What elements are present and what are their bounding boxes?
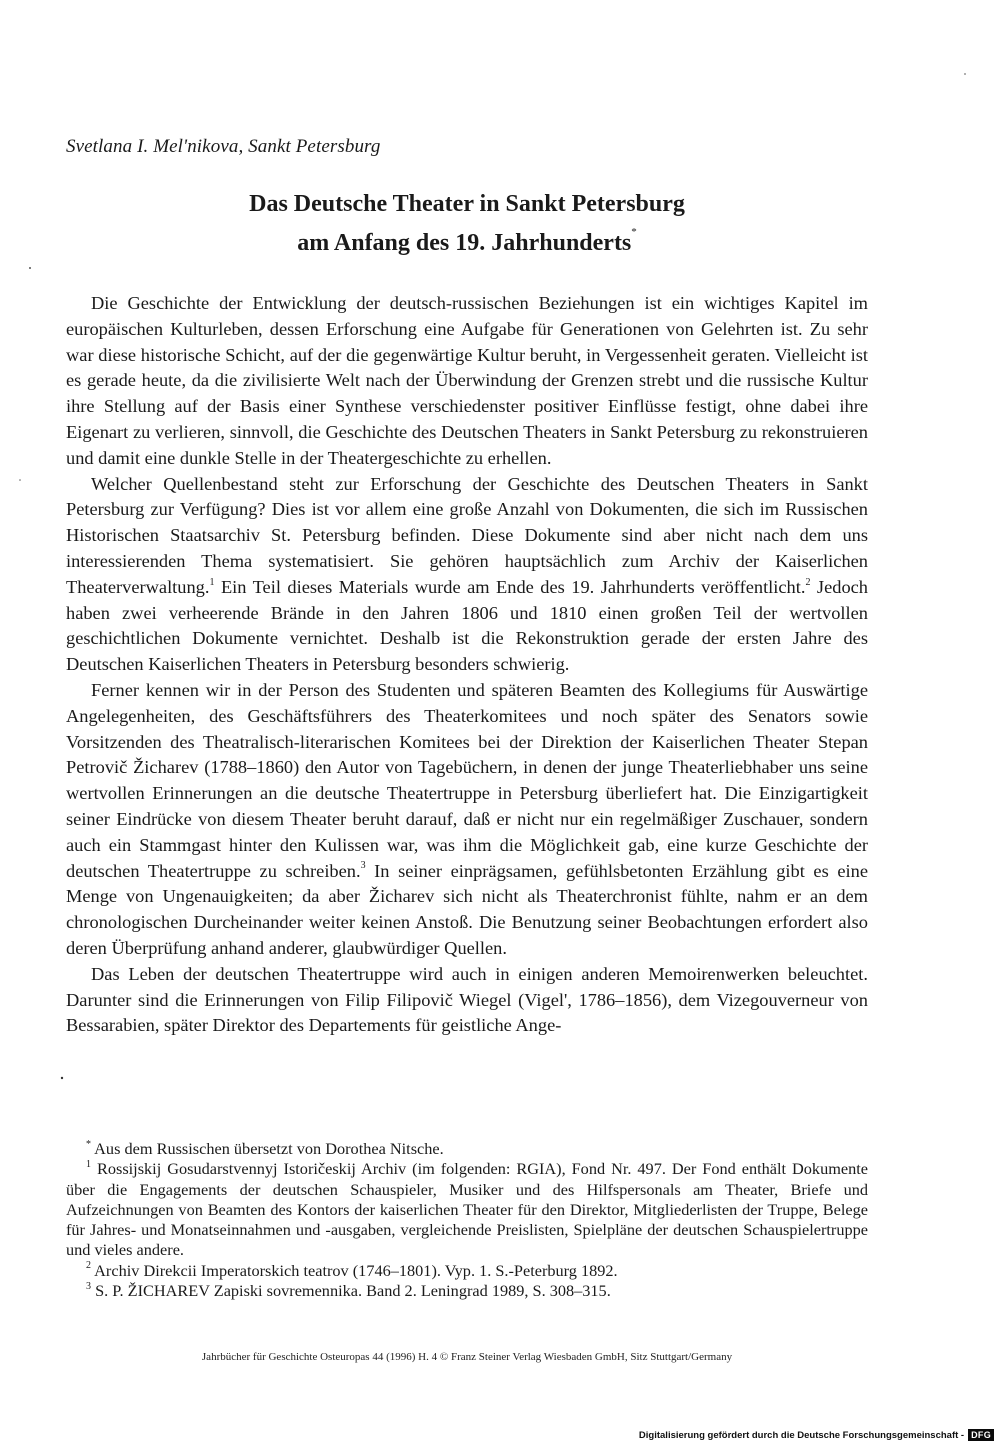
paragraph-3 (66, 678, 868, 962)
paragraph-3-part-a: Ferner kennen wir in der Person des Studenten und späteren Beamten des Kollegiums für Auswärtige Angelegenheiten, des Geschäftsführers des Theaterkomitees und noch später des Senators sowie Vorsitzenden des Theatralisch-literarischen Komitees bei der Direktion der Kaiserlichen Theater Stepan Petrovič Žicharev (1788–1860) den Autor von Tagebüchern, in denen der junge Theaterliebhaber uns seine wertvollen Erinnerungen an die deutsche Theatertruppe in Petersburg überliefert hat. Die Einzigartigkeit seiner Eindrücke von diesem Theater beruht darauf, daß er nicht nur ein regelmäßiger Zuschauer, sondern auch ein Stammgast hinter den Kulissen war, was ihm die Möglichkeit gab, eine kurze Geschichte der deutschen Theatertruppe zu schreiben. (66, 679, 868, 881)
footnote-ref-1: 1 (209, 576, 215, 588)
scan-speck (19, 479, 21, 481)
footnote-2-text: Archiv Direkcii Imperatorskich teatrov (1746–1801). Vyp. 1. S.-Peterburg 1892. (94, 1260, 618, 1280)
article-body (66, 291, 868, 1039)
footnote-3-marker: 3 (86, 1280, 91, 1292)
digitization-credit (639, 1428, 994, 1442)
footnote-1-marker: 1 (86, 1158, 91, 1170)
paragraph-4: Das Leben der deutschen Theatertruppe wird auch in einigen anderen Memoirenwerken beleuchtet. Darunter sind die Erinnerungen von Filip Filipovič Wiegel (Vigel', 1786–1856), dem Vizegouverneur von Bessarabien, später Direktor des Departements für geistliche Ange- (66, 963, 868, 1036)
title-footnote-marker: * (631, 226, 637, 238)
footnote-1-text: Rossijskij Gosudarstvennyj Istoričeskij Archiv (im folgenden: RGIA), Fond Nr. 497. Der Fond enthält Dokumente über die Engagements der deutschen Schauspieler, Musiker und des Hilfspersonals am Theater, Briefe und Aufzeichnungen von Beamten des Kontors der kaiserlichen Theater für den Direktor, Mitgliederlisten der Truppe, Belege für Jahres- und Monatseinnahmen und -ausgaben, vergleichende Preislisten, Spielpläne der deutschen Schauspielertruppe und vieles andere. (66, 1159, 868, 1260)
footnote-2-marker: 2 (86, 1260, 91, 1272)
journal-imprint: Jahrbücher für Geschichte Osteuropas 44 (1996) H. 4 © Franz Steiner Verlag Wiesbaden GmbH, Sitz Stuttgart/Germany (201, 1351, 733, 1363)
paragraph-2-part-a: Welcher Quellenbestand steht zur Erforschung der Geschichte des Deutschen Theaters in Sankt Petersburg zur Verfügung? Dies ist vor allem eine große Anzahl von Dokumenten, die sich im Russischen Historischen Staatsarchiv St. Petersburg befinden. Diese Dokumente sind aber nicht nach dem uns interessierenden Thema systematisiert. Sie gehören hauptsächlich zum Archiv der Kaiserlichen Theaterverwaltung. (66, 473, 868, 597)
title-line-1-text: Das Deutsche Theater in Sankt Petersburg (249, 191, 685, 217)
paragraph-3-part-b: In seiner einprägsamen, gefühlsbetonten Erzählung gibt es eine Menge von Ungenauigkeiten; da aber Žicharev sich nicht als Theaterchronist fühlte, nahm er an dem chronologischen Durcheinander weiter keinen Anstoß. Die Benutzung seiner Beobachtungen erfordert also deren Überprüfung anhand anderer, glaubwürdiger Quellen. (66, 860, 868, 958)
footnotes (66, 1139, 868, 1301)
paragraph-2 (66, 472, 868, 678)
footnote-ref-3: 3 (360, 860, 366, 872)
scan-speck (964, 73, 966, 75)
footnote-1 (66, 1159, 868, 1260)
footnote-star-text: Aus dem Russischen übersetzt von Dorothea Nitsche. (94, 1139, 444, 1158)
credit-text: Digitalisierung gefördert durch die Deutsche Forschungsgemeinschaft - (638, 1429, 965, 1441)
footnote-star-marker: * (86, 1138, 91, 1150)
paragraph-1: Die Geschichte der Entwicklung der deutsch-russischen Beziehungen ist ein wichtiges Kapitel im europäischen Kulturleben, dessen Erforschung eine Aufgabe für Generationen von Gelehrten ist. Zu sehr war diese historische Schicht, auf der die gegenwärtige Kultur beruht, in Vergessenheit geraten. Vielleicht ist es gerade heute, da die zivilisierte Welt nach der Überwindung der Grenzen strebt und die russische Kultur ihre Stellung auf der Basis einer Synthese verschiedenster positiver Einflüsse festigt, ohne dabei ihre Eigenart zu verlieren, sinnvoll, die Geschichte des Deutschen Theaters in Sankt Petersburg zu rekonstruieren und damit eine dunkle Stelle in der Theatergeschichte zu erhellen. (66, 293, 868, 468)
article-title-line-2 (0, 226, 934, 257)
footnote-3-text: S. P. ŽICHAREV Zapiski sovremennika. Band 2. Leningrad 1989, S. 308–315. (95, 1281, 611, 1301)
footnote-3 (66, 1281, 868, 1301)
article-title-line-1 (0, 191, 934, 218)
footnote-star (66, 1139, 868, 1159)
paragraph-2-part-b: Ein Teil dieses Materials wurde am Ende des 19. Jahrhunderts veröffentlicht. (214, 576, 806, 597)
footnote-2 (66, 1261, 868, 1281)
paragraph-2-part-c: Jedoch haben zwei verheerende Brände in den Jahren 1806 und 1810 einen großen Teil der wertvollen geschichtlichen Dokumente vernichtet. Deshalb ist die Rekonstruktion gerade der ersten Jahre des Deutschen Kaiserlichen Theaters in Petersburg besonders schwierig. (66, 576, 868, 675)
author-line: Svetlana I. Mel'nikova, Sankt Petersburg (66, 136, 381, 157)
scan-speck (29, 267, 31, 269)
footnote-ref-2: 2 (805, 576, 811, 588)
title-line-2-text: am Anfang des 19. Jahrhunderts (297, 230, 632, 256)
dfg-logo-icon: DFG (968, 1429, 994, 1441)
scan-speck (61, 1077, 63, 1079)
